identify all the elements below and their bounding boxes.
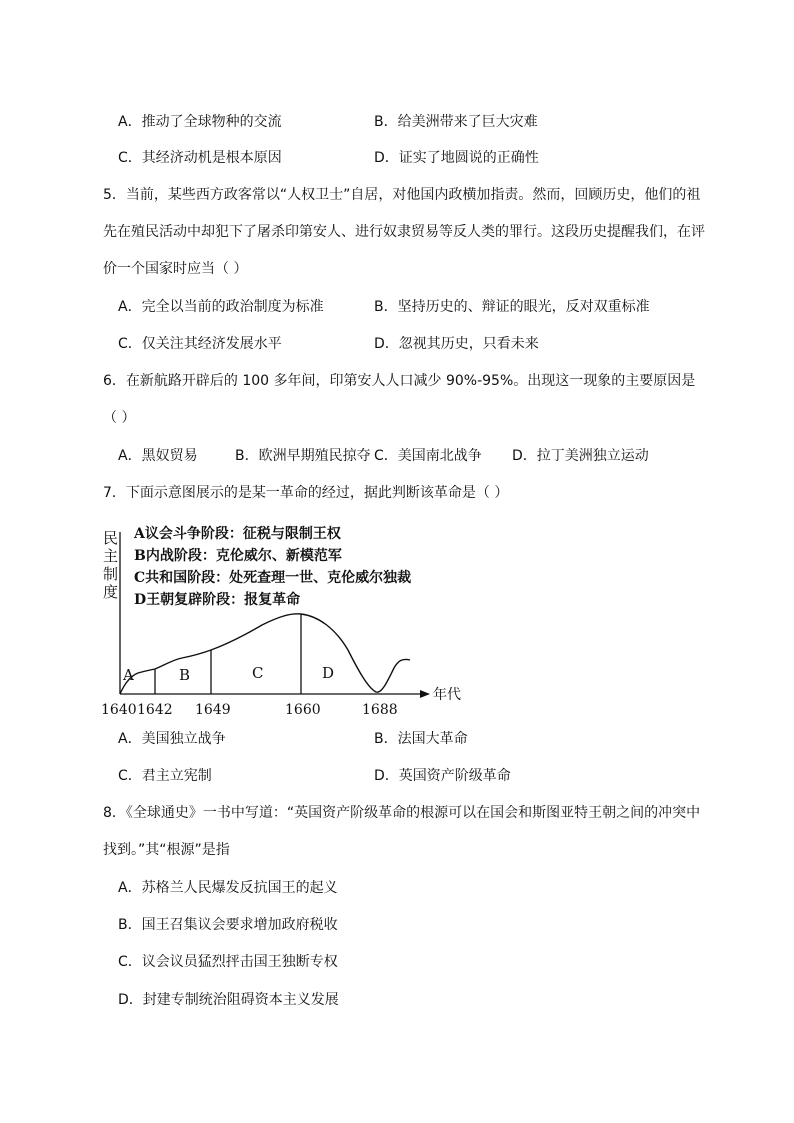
q8-stem-line-1: 8．《全球通史》一书中写道：“英国资产阶级革命的根源可以在国会和斯图亚特王朝之间的冲突中 (103, 805, 701, 821)
q5-option-b: B．坚持历史的、辩证的眼光，反对双重标准 (374, 299, 650, 315)
q6-option-b: B．欧洲早期殖民掠夺 (235, 448, 371, 464)
q7-stem-line-1: 7．下面示意图展示的是某一革命的经过，据此判断该革命是（ ） (103, 485, 509, 501)
q8-stem-line-2: 找到。”其“根源”是指 (103, 842, 230, 858)
q6-stem-line-1: 6．在新航路开辟后的 100 多年间，印第安人人口减少 90%-95%。出现这一现象的主要原因是 (103, 373, 696, 389)
q7-revolution-diagram (0, 510, 794, 730)
q5-option-c: C．仅关注其经济发展水平 (118, 336, 282, 352)
q5-option-d: D．忽视其历史，只看未来 (374, 336, 539, 352)
q5-stem-line-1: 5．当前，某些西方政客常以“人权卫士”自居，对他国内政横加指责。然而，回顾历史，他们的祖 (103, 187, 701, 203)
q5-option-a: A．完全以当前的政治制度为标准 (118, 299, 324, 315)
q7-option-a: A．美国独立战争 (118, 731, 226, 747)
diagram-segment-b: B (179, 666, 191, 684)
q5-stem-line-2: 先在殖民活动中却犯下了屠杀印第安人、进行奴隶贸易等反人类的罪行。这段历史提醒我们，在评 (103, 224, 705, 240)
q6-option-c: C．美国南北战争 (374, 448, 482, 464)
q4-option-b: B．给美洲带来了巨大灾难 (374, 114, 538, 130)
diagram-democracy-curve (120, 614, 410, 694)
diagram-y-label-char-1: 民 (103, 529, 119, 547)
q5-stem-line-3: 价一个国家时应当（ ） (103, 261, 248, 277)
q7-option-c: C．君主立宪制 (118, 768, 212, 784)
diagram-legend-c: C共和国阶段：处死查理一世、克伦威尔独裁 (134, 570, 412, 586)
q8-option-c: C．议会议员猛烈抨击国王独断专权 (118, 954, 338, 970)
diagram-segment-a: A (123, 666, 134, 684)
q4-option-a: A．推动了全球物种的交流 (118, 114, 282, 130)
q6-option-a: A．黑奴贸易 (118, 448, 198, 464)
q4-option-d: D．证实了地圆说的正确性 (374, 150, 539, 166)
q4-option-c: C．其经济动机是根本原因 (118, 150, 282, 166)
diagram-x-label: 年代 (433, 687, 461, 703)
diagram-y-label-char-2: 主 (103, 547, 119, 565)
q8-option-b: B．国王召集议会要求增加政府税收 (118, 917, 338, 933)
diagram-x-axis-arrow (420, 690, 430, 698)
q7-option-b: B．法国大革命 (374, 731, 468, 747)
diagram-year-1649: 1649 (195, 702, 231, 718)
q8-option-d: D．封建专制统治阻碍资本主义发展 (118, 992, 339, 1008)
q6-option-d: D．拉丁美洲独立运动 (512, 448, 649, 464)
diagram-segment-c: C (252, 664, 264, 682)
diagram-year-1640: 1640 (101, 702, 137, 718)
diagram-legend-a: A议会斗争阶段：征税与限制王权 (134, 526, 341, 542)
q8-option-a: A．苏格兰人民爆发反抗国王的起义 (118, 880, 338, 896)
diagram-y-label-char-3: 制 (103, 565, 119, 583)
diagram-segment-d: D (322, 664, 335, 682)
diagram-legend-b: B内战阶段：克伦威尔、新模范军 (134, 548, 342, 564)
diagram-year-1688: 1688 (362, 702, 398, 718)
q7-option-d: D．英国资产阶级革命 (374, 768, 511, 784)
diagram-year-1660: 1660 (285, 702, 321, 718)
diagram-year-1642: 1642 (137, 702, 173, 718)
diagram-legend-d: D王朝复辟阶段：报复革命 (134, 592, 301, 608)
q6-stem-line-2: （ ） (103, 410, 136, 426)
diagram-y-label-char-4: 度 (103, 583, 119, 601)
